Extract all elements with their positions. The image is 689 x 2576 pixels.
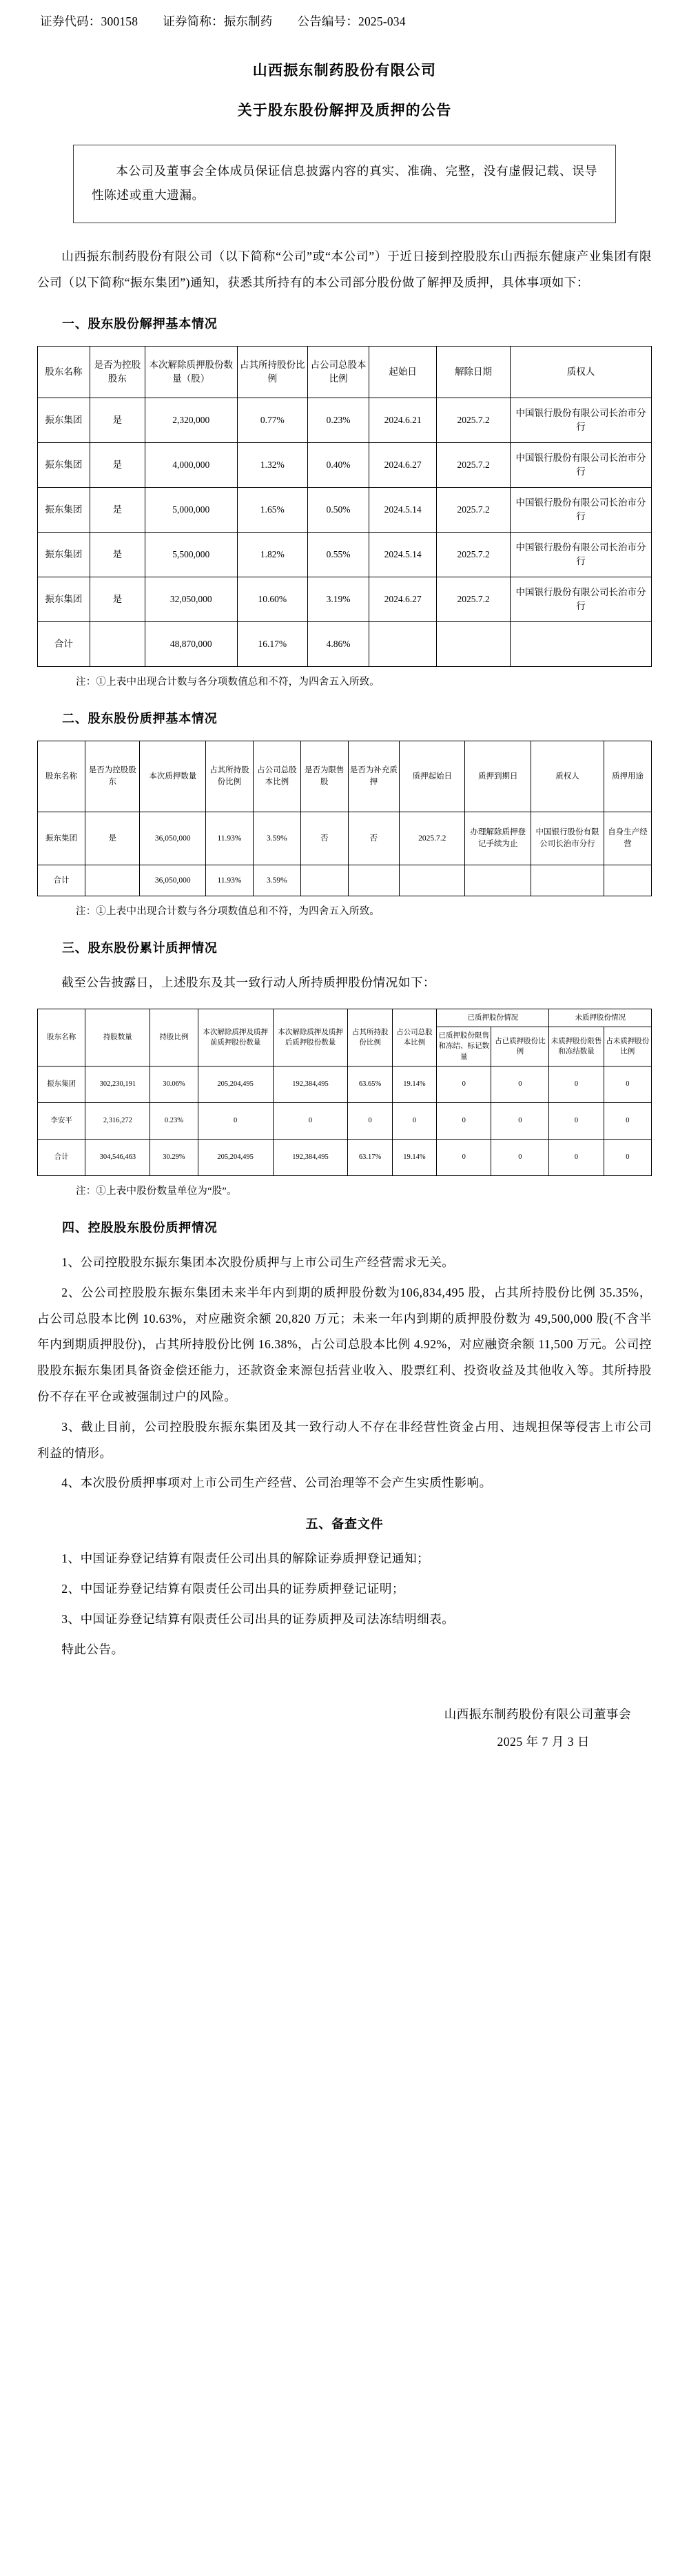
col-pct-held: 持股比例 — [150, 1009, 198, 1067]
cell-pledge-purpose: 自身生产经营 — [604, 812, 652, 865]
col-pledged-restricted: 已质押股份限售和冻结、标记数量 — [437, 1027, 491, 1067]
col-is-supplementary: 是否为补充质押 — [348, 741, 399, 812]
table-row — [38, 488, 652, 533]
cell-pct-of-pledged: 0 — [491, 1066, 549, 1102]
cell-released-shares: 32,050,000 — [145, 577, 237, 622]
cell-total-pledged-before: 205,204,495 — [198, 1139, 273, 1175]
section-5-item-1: 1、中国证券登记结算有限责任公司出具的解除证券质押登记通知； — [61, 1552, 430, 1566]
col-pct-of-holdings: 占其所持股份比例 — [348, 1009, 392, 1067]
cell-start-date: 2024.6.27 — [369, 577, 437, 622]
cell-is-controlling: 是 — [90, 398, 145, 443]
cell-total-pct-of-pledged: 0 — [491, 1139, 549, 1175]
cell-total-label: 合计 — [38, 865, 85, 896]
security-name: 证券简称：振东制药 — [163, 14, 273, 28]
cell-pct-of-pledged: 0 — [491, 1102, 549, 1139]
cell-total-is-controlling — [90, 622, 145, 667]
cell-total-released-shares: 48,870,000 — [145, 622, 237, 667]
cell-pct-of-holdings: 1.32% — [237, 443, 307, 488]
cell-total-unpledged-restricted: 0 — [549, 1139, 604, 1175]
cell-total-label: 合计 — [38, 1139, 85, 1175]
section-5-item-3: 3、中国证券登记结算有限责任公司出具的证券质押及司法冻结明细表。 — [61, 1611, 455, 1626]
cell-shares-held: 302,230,191 — [85, 1066, 150, 1102]
col-pledgee: 质权人 — [531, 741, 604, 812]
section-3-table-note: 注：①上表中股份数量单位为“股”。 — [76, 1185, 237, 1197]
cell-shareholder-name: 振东集团 — [38, 443, 90, 488]
cell-pct-of-total: 0 — [392, 1102, 436, 1139]
cell-release-date: 2025.7.2 — [437, 443, 511, 488]
cell-pledged-after: 192,384,495 — [273, 1066, 348, 1102]
cell-pct-of-holdings: 0.77% — [237, 398, 307, 443]
section-5-closing: 特此公告。 — [61, 1642, 124, 1656]
col-pct-of-total: 占公司总股本比例 — [253, 741, 300, 812]
cell-pledged-restricted: 0 — [437, 1102, 491, 1139]
document-header — [37, 12, 652, 30]
col-pledge-purpose: 质押用途 — [604, 741, 652, 812]
table-row — [38, 1102, 652, 1139]
company-title: 山西振东制药股份有限公司 — [252, 62, 437, 79]
cell-shareholder-name: 振东集团 — [38, 488, 90, 533]
cell-pledge-end-date: 办理解除质押登记手续为止 — [465, 812, 531, 865]
cell-pct-of-total: 3.59% — [253, 812, 300, 865]
cell-total-start-date — [369, 622, 437, 667]
col-group-pledged: 已质押股份情况 — [437, 1009, 549, 1027]
cell-is-controlling: 是 — [90, 443, 145, 488]
section-3-heading: 三、股东股份累计质押情况 — [62, 941, 218, 956]
cell-start-date: 2024.5.14 — [369, 533, 437, 577]
col-release-date: 解除日期 — [437, 347, 511, 398]
cell-release-date: 2025.7.2 — [437, 533, 511, 577]
cell-pct-of-holdings: 1.65% — [237, 488, 307, 533]
section-5-item-2: 2、中国证券登记结算有限责任公司出具的证券质押登记证明； — [61, 1582, 405, 1596]
cell-start-date: 2024.5.14 — [369, 488, 437, 533]
section-2-table-note: 注：①上表中出现合计数与各分项数值总和不符，为四舍五入所致。 — [76, 906, 380, 918]
cell-pct-of-holdings: 0 — [348, 1102, 392, 1139]
cumulative-pledge-table — [37, 1009, 652, 1176]
cell-released-shares: 5,000,000 — [145, 488, 237, 533]
cell-pledged-restricted: 0 — [437, 1066, 491, 1102]
cell-total-pledged-restricted: 0 — [437, 1139, 491, 1175]
col-pct-of-holdings: 占其所持股份比例 — [237, 347, 307, 398]
signature-entity: 山西振东制药股份有限公司董事会 — [444, 1707, 631, 1721]
intro-paragraph: 山西振东制药股份有限公司（以下简称“公司”或“本公司”）于近日接到控股股东山西振东健康产业集团有限公司（以下简称“振东集团”)通知，获悉其所持有的本公司部分股份做了解押及质押，具体事项如下： — [37, 249, 652, 290]
col-pledgee: 质权人 — [511, 347, 652, 398]
cell-pledged-before: 0 — [198, 1102, 273, 1139]
cell-pledged-after: 0 — [273, 1102, 348, 1139]
cell-total-pledgee — [531, 865, 604, 896]
col-pct-of-pledged: 占已质押股份比例 — [491, 1027, 549, 1067]
table-row — [38, 533, 652, 577]
cell-release-date: 2025.7.2 — [437, 488, 511, 533]
cell-total-pct-of-holdings: 11.93% — [205, 865, 253, 896]
cell-total-pct-of-holdings: 16.17% — [237, 622, 307, 667]
cell-total-release-date — [437, 622, 511, 667]
cell-pledgee: 中国银行股份有限公司长治市分行 — [511, 488, 652, 533]
cell-release-date: 2025.7.2 — [437, 398, 511, 443]
cell-pct-of-total: 0.55% — [308, 533, 369, 577]
cell-total-label: 合计 — [38, 622, 90, 667]
cell-total-is-supplementary — [348, 865, 399, 896]
cell-pledged-before: 205,204,495 — [198, 1066, 273, 1102]
table-total-row — [38, 865, 652, 896]
cell-total-pct-of-unpledged: 0 — [604, 1139, 651, 1175]
cell-total-pledged-after: 192,384,495 — [273, 1139, 348, 1175]
cell-pledge-start-date: 2025.7.2 — [400, 812, 465, 865]
col-unpledged-restricted: 未质押股份限售和冻结数量 — [549, 1027, 604, 1067]
table-header-row — [38, 741, 652, 812]
col-shareholder-name: 股东名称 — [38, 1009, 85, 1067]
col-released-shares: 本次解除质押股份数量（股） — [145, 347, 237, 398]
cell-pledgee: 中国银行股份有限公司长治市分行 — [511, 443, 652, 488]
cell-pledgee: 中国银行股份有限公司长治市分行 — [511, 577, 652, 622]
cell-total-pct-of-total: 3.59% — [253, 865, 300, 896]
security-code: 证券代码：300158 — [40, 14, 138, 28]
table-row — [38, 1066, 652, 1102]
cell-total-start-date — [400, 865, 465, 896]
cell-is-supplementary: 否 — [348, 812, 399, 865]
cell-shareholder-name: 李安平 — [38, 1102, 85, 1139]
cell-pct-of-holdings: 1.82% — [237, 533, 307, 577]
col-group-unpledged: 未质押股份情况 — [549, 1009, 652, 1027]
cell-is-controlling: 是 — [90, 488, 145, 533]
col-pct-of-holdings: 占其所持股份比例 — [205, 741, 253, 812]
cell-pledgee: 中国银行股份有限公司长治市分行 — [511, 398, 652, 443]
cell-total-is-controlling — [85, 865, 140, 896]
cell-pledgee: 中国银行股份有限公司长治市分行 — [511, 533, 652, 577]
table-header-row — [38, 347, 652, 398]
cell-is-restricted: 否 — [300, 812, 348, 865]
table-row — [38, 577, 652, 622]
section-2-heading: 二、股东股份质押基本情况 — [62, 712, 218, 726]
cell-total-shares-held: 304,546,463 — [85, 1139, 150, 1175]
cell-total-is-restricted — [300, 865, 348, 896]
cell-total-purpose — [604, 865, 652, 896]
col-start-date: 起始日 — [369, 347, 437, 398]
col-pct-of-unpledged: 占未质押股份比例 — [604, 1027, 651, 1067]
cell-shareholder-name: 振东集团 — [38, 812, 85, 865]
cell-total-pledged-shares: 36,050,000 — [140, 865, 205, 896]
disclaimer-text: 本公司及董事会全体成员保证信息披露内容的真实、准确、完整，没有虚假记载、误导性陈述或重大遗漏。 — [92, 164, 597, 203]
col-pledge-end-date: 质押到期日 — [465, 741, 531, 812]
col-pct-of-total: 占公司总股本比例 — [392, 1009, 436, 1067]
cell-is-controlling: 是 — [85, 812, 140, 865]
cell-shareholder-name: 振东集团 — [38, 577, 90, 622]
table-group-header-row — [38, 1009, 652, 1027]
section-4-heading: 四、控股股东股份质押情况 — [62, 1220, 218, 1235]
cell-shareholder-name: 振东集团 — [38, 533, 90, 577]
cell-total-pct-of-total: 4.86% — [308, 622, 369, 667]
col-pledge-start-date: 质押起始日 — [400, 741, 465, 812]
col-is-restricted: 是否为限售股 — [300, 741, 348, 812]
col-shareholder-name: 股东名称 — [38, 741, 85, 812]
cell-pct-of-holdings: 11.93% — [205, 812, 253, 865]
cell-pct-of-unpledged: 0 — [604, 1102, 651, 1139]
cell-pct-held: 30.06% — [150, 1066, 198, 1102]
table-row — [38, 398, 652, 443]
table-total-row — [38, 1139, 652, 1175]
announcement-title: 关于股东股份解押及质押的公告 — [237, 101, 452, 119]
cell-pledgee: 中国银行股份有限公司长治市分行 — [531, 812, 604, 865]
section-4-item-3: 3、截止目前，公司控股股东振东集团及其一致行动人不存在非经营性资金占用、违规担保等侵害上市公司利益的情形。 — [37, 1419, 652, 1460]
cell-pct-held: 0.23% — [150, 1102, 198, 1139]
cell-unpledged-restricted: 0 — [549, 1102, 604, 1139]
section-4-item-2: 2、公公司控股股东振东集团未来半年内到期的质押股份数为106,834,495 股，占其所持股份比例 35.35%，占公司总股本比例 10.63%，对应融资余额 20,820 万元；未来一年内到期的质押股份数为 49,500,000 股(不含半年内到期质押股份)，占其所持股份比例 16.38%，占公司总股本比例 4.92%，对应融资余额 11,500 万元。公司控股股东振东集团具备资金偿还能力，还款资金来源包括营业收入、股票红利、投资收益及其他收入等。其所持股份不存在平仓或被强制过户的风险。 — [37, 1285, 652, 1404]
cell-total-pct-held: 30.29% — [150, 1139, 198, 1175]
table-total-row — [38, 622, 652, 667]
cell-release-date: 2025.7.2 — [437, 577, 511, 622]
cell-shareholder-name: 振东集团 — [38, 1066, 85, 1102]
cell-pct-of-total: 0.40% — [308, 443, 369, 488]
col-pledged-after: 本次解除质押及质押后质押股份数量 — [273, 1009, 348, 1067]
cell-pct-of-unpledged: 0 — [604, 1066, 651, 1102]
cell-pct-of-holdings: 10.60% — [237, 577, 307, 622]
cell-pct-of-total: 19.14% — [392, 1066, 436, 1102]
cell-pledged-shares: 36,050,000 — [140, 812, 205, 865]
cell-pct-of-total: 3.19% — [308, 577, 369, 622]
cell-unpledged-restricted: 0 — [549, 1066, 604, 1102]
table-row — [38, 443, 652, 488]
cell-shares-held: 2,316,272 — [85, 1102, 150, 1139]
announcement-number: 公告编号：2025-034 — [297, 14, 406, 28]
cell-pct-of-total: 0.50% — [308, 488, 369, 533]
signature-block — [37, 1700, 652, 1756]
col-shareholder-name: 股东名称 — [38, 347, 90, 398]
cell-pct-of-total: 0.23% — [308, 398, 369, 443]
col-pledged-before: 本次解除质押及质押前质押股份数量 — [198, 1009, 273, 1067]
col-is-controlling: 是否为控股股东 — [90, 347, 145, 398]
col-pledged-shares: 本次质押数量 — [140, 741, 205, 812]
cell-shareholder-name: 振东集团 — [38, 398, 90, 443]
section-4-item-4: 4、本次股份质押事项对上市公司生产经营、公司治理等不会产生实质性影响。 — [61, 1476, 492, 1490]
col-is-controlling: 是否为控股股东 — [85, 741, 140, 812]
table-row — [38, 812, 652, 865]
cell-released-shares: 2,320,000 — [145, 398, 237, 443]
cell-pct-of-holdings: 63.65% — [348, 1066, 392, 1102]
pledge-table — [37, 741, 652, 896]
col-shares-held: 持股数量 — [85, 1009, 150, 1067]
cell-is-controlling: 是 — [90, 533, 145, 577]
section-1-table-note: 注：①上表中出现合计数与各分项数值总和不符，为四舍五入所致。 — [76, 677, 380, 688]
section-4-item-1: 1、公司控股股东振东集团本次股份质押与上市公司生产经营需求无关。 — [61, 1255, 455, 1269]
release-pledge-table — [37, 346, 652, 667]
cell-is-controlling: 是 — [90, 577, 145, 622]
cell-start-date: 2024.6.27 — [369, 443, 437, 488]
cell-released-shares: 4,000,000 — [145, 443, 237, 488]
cell-start-date: 2024.6.21 — [369, 398, 437, 443]
col-pct-of-total: 占公司总股本比例 — [308, 347, 369, 398]
cell-total-pct-of-total: 19.14% — [392, 1139, 436, 1175]
disclaimer-box — [73, 145, 616, 223]
cell-total-pledgee — [511, 622, 652, 667]
cell-released-shares: 5,500,000 — [145, 533, 237, 577]
section-5-heading: 五、备查文件 — [305, 1517, 384, 1532]
cell-total-pct-of-holdings: 63.17% — [348, 1139, 392, 1175]
section-1-heading: 一、股东股份解押基本情况 — [62, 317, 218, 331]
signature-date: 2025 年 7 月 3 日 — [497, 1734, 590, 1749]
section-3-lead: 截至公告披露日，上述股东及其一致行动人所持质押股份情况如下： — [61, 976, 436, 990]
cell-total-end-date — [465, 865, 531, 896]
